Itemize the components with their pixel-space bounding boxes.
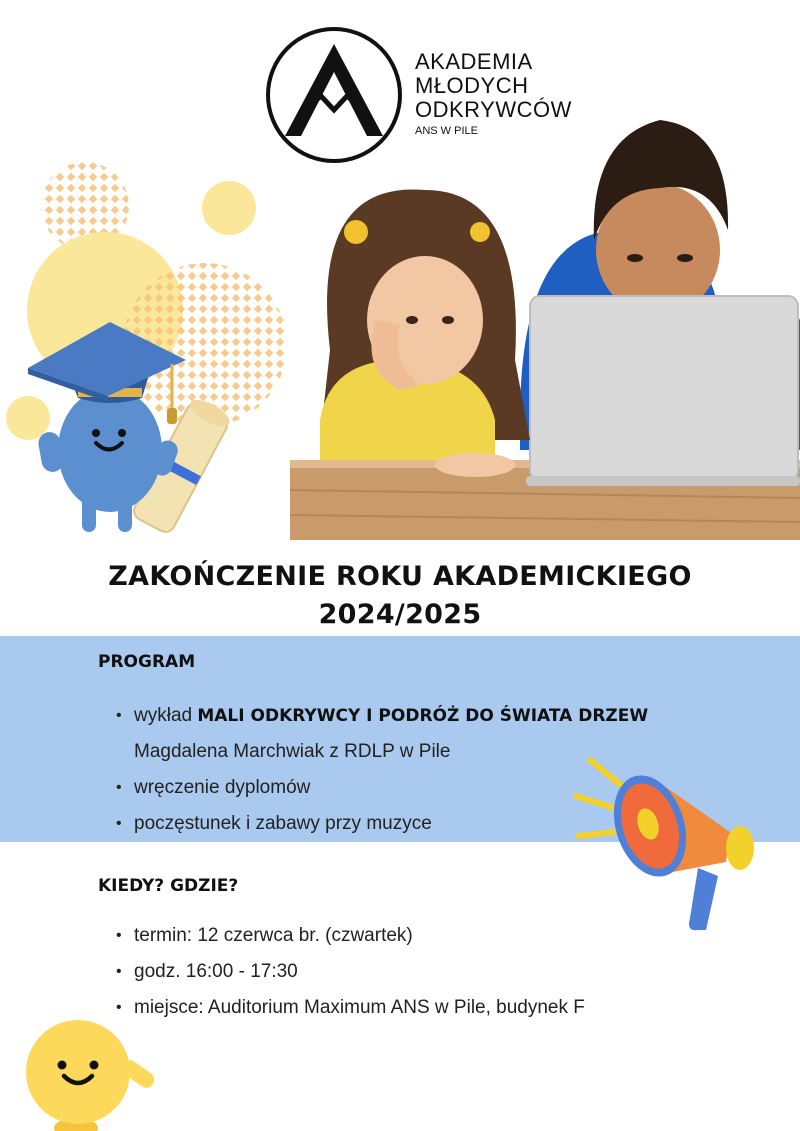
event-title-line-2: 2024/2025 (318, 599, 482, 630)
children-laptop-photo (290, 120, 800, 540)
program-heading: PROGRAM (98, 652, 196, 672)
when-where-heading: KIEDY? GDZIE? (98, 876, 239, 896)
smiley-icon (20, 1010, 170, 1131)
logo-line-3: ODKRYWCÓW (415, 97, 572, 122)
logo-subtitle: ANS W PILE (415, 125, 478, 137)
logo-line-1: AKADEMIA (415, 49, 533, 74)
event-title (0, 558, 800, 634)
decorative-circles (0, 150, 300, 550)
when-where-item-time: • godz. 16:00 - 17:30 (116, 954, 585, 990)
event-title-line-1: ZAKOŃCZENIE ROKU AKADEMICKIEGO (108, 561, 692, 592)
lecture-prefix: wykład (134, 705, 198, 726)
program-list (116, 698, 648, 734)
when-where-item-date: • termin: 12 czerwca br. (czwartek) (116, 918, 585, 954)
megaphone-icon (570, 748, 770, 938)
program-item-lecture (116, 698, 648, 734)
lecture-title: MALI ODKRYWCY I PODRÓŻ DO ŚWIATA DRZEW (197, 706, 649, 726)
program-list-more (116, 770, 432, 842)
when-where-item-place: • miejsce: Auditorium Maximum ANS w Pile, budynek F (116, 990, 585, 1026)
logo-line-2: MŁODYCH (415, 73, 529, 98)
lecture-speaker: Magdalena Marchwiak z RDLP w Pile (134, 741, 451, 762)
program-item: • wręczenie dyplomów (116, 770, 432, 806)
when-where-list (116, 918, 585, 1026)
program-item: • poczęstunek i zabawy przy muzyce (116, 806, 432, 842)
